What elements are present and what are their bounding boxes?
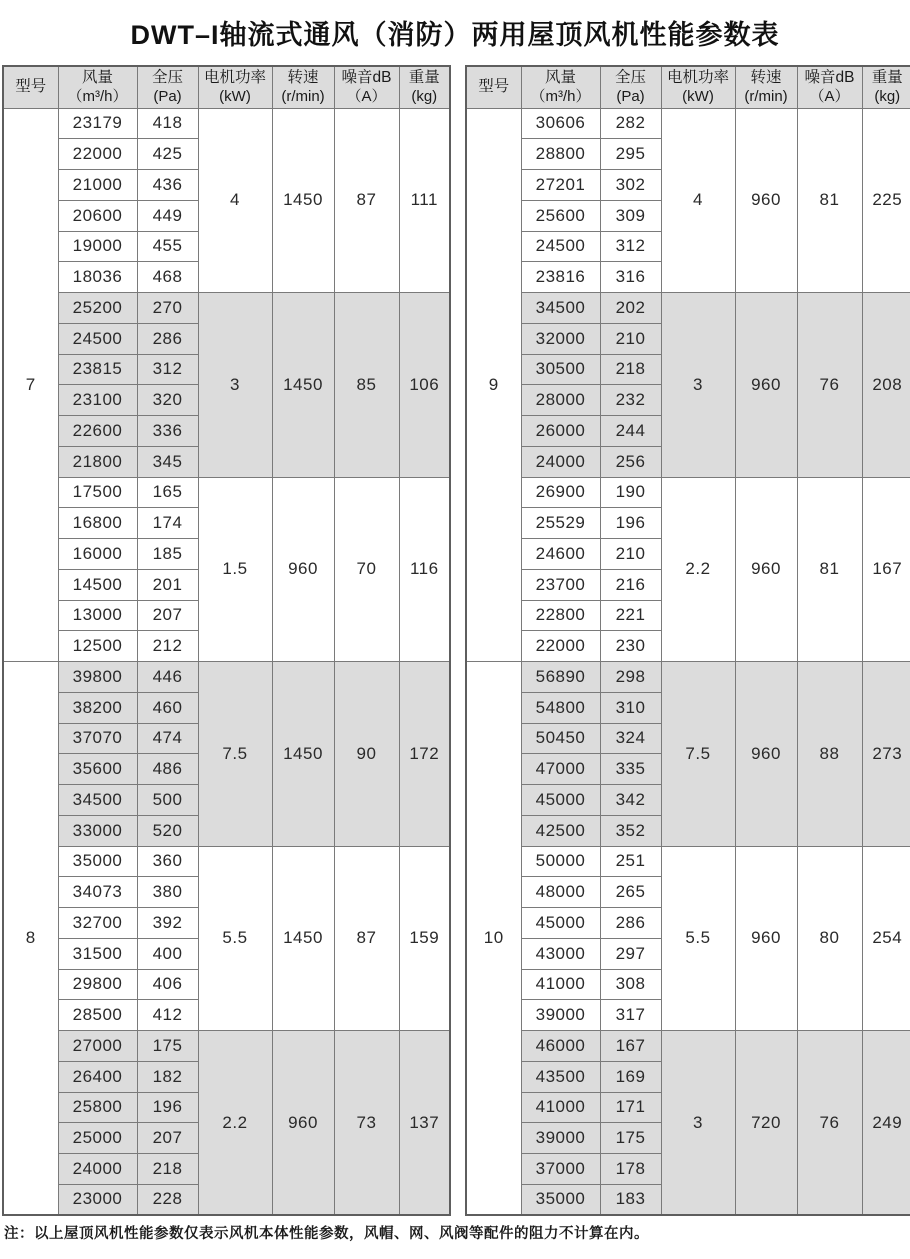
flow-cell: 35000 (521, 1184, 600, 1215)
flow-cell: 16000 (58, 539, 137, 570)
pressure-cell: 302 (600, 170, 661, 201)
flow-cell: 35600 (58, 754, 137, 785)
flow-cell: 22000 (58, 139, 137, 170)
page-title: DWT–I轴流式通风（消防）两用屋顶风机性能参数表 (130, 20, 780, 50)
column-header-label: 重量 (408, 68, 440, 86)
noise-cell: 81 (797, 477, 862, 662)
pressure-cell: 436 (137, 170, 198, 201)
weight-cell: 254 (862, 846, 910, 1031)
column-header-unit: (kW) (219, 87, 251, 105)
table-row (466, 1031, 910, 1062)
table-row (466, 108, 910, 139)
flow-cell: 29800 (58, 969, 137, 1000)
flow-cell: 43500 (521, 1061, 600, 1092)
flow-cell: 14500 (58, 569, 137, 600)
power-cell: 1.5 (198, 477, 272, 662)
pressure-cell: 167 (600, 1031, 661, 1062)
pressure-cell: 412 (137, 1000, 198, 1031)
pressure-cell: 178 (600, 1154, 661, 1185)
flow-cell: 23815 (58, 354, 137, 385)
flow-cell: 12500 (58, 631, 137, 662)
column-header-unit: (r/min) (281, 87, 325, 105)
model-cell: 10 (466, 662, 521, 1216)
column-header-label: 噪音dB (804, 68, 855, 86)
column-header-label: 噪音dB (341, 68, 392, 86)
flow-cell: 18036 (58, 262, 137, 293)
noise-cell: 73 (334, 1031, 399, 1216)
flow-cell: 27201 (521, 170, 600, 201)
pressure-cell: 336 (137, 416, 198, 447)
pressure-cell: 468 (137, 262, 198, 293)
pressure-cell: 232 (600, 385, 661, 416)
speed-cell: 960 (272, 477, 334, 662)
weight-cell: 172 (399, 662, 450, 847)
flow-cell: 23700 (521, 569, 600, 600)
flow-cell: 27000 (58, 1031, 137, 1062)
weight-cell: 106 (399, 293, 450, 478)
flow-cell: 26000 (521, 416, 600, 447)
flow-cell: 39000 (521, 1123, 600, 1154)
pressure-cell: 312 (137, 354, 198, 385)
column-header-unit: （A） (346, 87, 387, 105)
flow-cell: 28000 (521, 385, 600, 416)
pressure-cell: 317 (600, 1000, 661, 1031)
column-header (198, 66, 272, 108)
flow-cell: 42500 (521, 815, 600, 846)
flow-cell: 39000 (521, 1000, 600, 1031)
pressure-cell: 169 (600, 1061, 661, 1092)
column-header-unit: （m³/h） (67, 87, 128, 105)
flow-cell: 45000 (521, 785, 600, 816)
flow-cell: 32000 (521, 323, 600, 354)
speed-cell: 1450 (272, 108, 334, 293)
speed-cell: 1450 (272, 846, 334, 1031)
model-cell: 7 (3, 108, 58, 662)
flow-cell: 24500 (521, 231, 600, 262)
noise-cell: 90 (334, 662, 399, 847)
table-row (3, 477, 450, 508)
flow-cell: 28800 (521, 139, 600, 170)
flow-cell: 28500 (58, 1000, 137, 1031)
pressure-cell: 221 (600, 600, 661, 631)
flow-cell: 13000 (58, 600, 137, 631)
flow-cell: 45000 (521, 908, 600, 939)
pressure-cell: 182 (137, 1061, 198, 1092)
noise-cell: 88 (797, 662, 862, 847)
column-header-label: 转速 (287, 68, 319, 86)
power-cell: 2.2 (198, 1031, 272, 1216)
pressure-cell: 486 (137, 754, 198, 785)
flow-cell: 23100 (58, 385, 137, 416)
flow-cell: 24500 (58, 323, 137, 354)
spec-table-left (2, 65, 451, 1216)
flow-cell: 46000 (521, 1031, 600, 1062)
flow-cell: 23000 (58, 1184, 137, 1215)
flow-cell: 31500 (58, 938, 137, 969)
power-cell: 7.5 (661, 662, 735, 847)
column-header-label: 电机功率 (666, 68, 729, 86)
table-row (466, 662, 910, 693)
flow-cell: 26900 (521, 477, 600, 508)
speed-cell: 1450 (272, 662, 334, 847)
speed-cell: 1450 (272, 293, 334, 478)
flow-cell: 39800 (58, 662, 137, 693)
column-header-label: 转速 (750, 68, 782, 86)
pressure-cell: 216 (600, 569, 661, 600)
table-row (3, 1031, 450, 1062)
pressure-cell: 392 (137, 908, 198, 939)
noise-cell: 76 (797, 1031, 862, 1216)
pressure-cell: 171 (600, 1092, 661, 1123)
pressure-cell: 324 (600, 723, 661, 754)
noise-cell: 87 (334, 108, 399, 293)
column-header (3, 66, 58, 108)
pressure-cell: 183 (600, 1184, 661, 1215)
flow-cell: 43000 (521, 938, 600, 969)
model-cell: 8 (3, 662, 58, 1216)
flow-cell: 25800 (58, 1092, 137, 1123)
pressure-cell: 196 (137, 1092, 198, 1123)
pressure-cell: 520 (137, 815, 198, 846)
pressure-cell: 449 (137, 200, 198, 231)
flow-cell: 54800 (521, 692, 600, 723)
flow-cell: 30606 (521, 108, 600, 139)
speed-cell: 960 (735, 846, 797, 1031)
pressure-cell: 418 (137, 108, 198, 139)
flow-cell: 50000 (521, 846, 600, 877)
pressure-cell: 295 (600, 139, 661, 170)
pressure-cell: 380 (137, 877, 198, 908)
pressure-cell: 425 (137, 139, 198, 170)
column-header (600, 66, 661, 108)
pressure-cell: 207 (137, 600, 198, 631)
flow-cell: 24000 (521, 446, 600, 477)
pressure-cell: 286 (137, 323, 198, 354)
flow-cell: 25000 (58, 1123, 137, 1154)
pressure-cell: 207 (137, 1123, 198, 1154)
flow-cell: 30500 (521, 354, 600, 385)
flow-cell: 21800 (58, 446, 137, 477)
pressure-cell: 308 (600, 969, 661, 1000)
pressure-cell: 455 (137, 231, 198, 262)
power-cell: 3 (198, 293, 272, 478)
pressure-cell: 352 (600, 815, 661, 846)
flow-cell: 16800 (58, 508, 137, 539)
pressure-cell: 500 (137, 785, 198, 816)
pressure-cell: 201 (137, 569, 198, 600)
footnote: 注：以上屋顶风机性能参数仅表示风机本体性能参数，风帽、网、风阀等配件的阻力不计算在内。 (4, 1226, 649, 1242)
column-header-unit: (kg) (874, 87, 901, 105)
flow-cell: 23816 (521, 262, 600, 293)
pressure-cell: 228 (137, 1184, 198, 1215)
pressure-cell: 210 (600, 539, 661, 570)
flow-cell: 23179 (58, 108, 137, 139)
column-header-label: 风量 (81, 68, 113, 86)
flow-cell: 22800 (521, 600, 600, 631)
noise-cell: 70 (334, 477, 399, 662)
flow-cell: 24600 (521, 539, 600, 570)
speed-cell: 720 (735, 1031, 797, 1216)
pressure-cell: 251 (600, 846, 661, 877)
power-cell: 5.5 (661, 846, 735, 1031)
flow-cell: 19000 (58, 231, 137, 262)
noise-cell: 87 (334, 846, 399, 1031)
pressure-cell: 256 (600, 446, 661, 477)
flow-cell: 22600 (58, 416, 137, 447)
pressure-cell: 185 (137, 539, 198, 570)
column-header-label: 型号 (478, 77, 510, 95)
pressure-cell: 212 (137, 631, 198, 662)
column-header-unit: （A） (809, 87, 850, 105)
pressure-cell: 286 (600, 908, 661, 939)
column-header-label: 型号 (15, 77, 47, 95)
pressure-cell: 310 (600, 692, 661, 723)
pressure-cell: 316 (600, 262, 661, 293)
weight-cell: 137 (399, 1031, 450, 1216)
weight-cell: 167 (862, 477, 910, 662)
column-header-label: 全压 (151, 68, 183, 86)
pressure-cell: 196 (600, 508, 661, 539)
pressure-cell: 202 (600, 293, 661, 324)
flow-cell: 17500 (58, 477, 137, 508)
column-header (466, 66, 521, 108)
table-row (3, 846, 450, 877)
header-row (466, 66, 910, 108)
column-header-unit: (r/min) (744, 87, 788, 105)
pressure-cell: 446 (137, 662, 198, 693)
pressure-cell: 230 (600, 631, 661, 662)
column-header (735, 66, 797, 108)
flow-cell: 35000 (58, 846, 137, 877)
column-header (797, 66, 862, 108)
pressure-cell: 282 (600, 108, 661, 139)
flow-cell: 41000 (521, 969, 600, 1000)
flow-cell: 22000 (521, 631, 600, 662)
table-row (3, 108, 450, 139)
power-cell: 2.2 (661, 477, 735, 662)
pressure-cell: 298 (600, 662, 661, 693)
flow-cell: 25600 (521, 200, 600, 231)
flow-cell: 48000 (521, 877, 600, 908)
pressure-cell: 175 (137, 1031, 198, 1062)
noise-cell: 81 (797, 108, 862, 293)
column-header-unit: (Pa) (153, 87, 182, 105)
pressure-cell: 345 (137, 446, 198, 477)
pressure-cell: 210 (600, 323, 661, 354)
flow-cell: 21000 (58, 170, 137, 201)
pressure-cell: 406 (137, 969, 198, 1000)
table-row (466, 293, 910, 324)
flow-cell: 34073 (58, 877, 137, 908)
noise-cell: 80 (797, 846, 862, 1031)
column-header (272, 66, 334, 108)
power-cell: 4 (661, 108, 735, 293)
pressure-cell: 174 (137, 508, 198, 539)
pressure-cell: 309 (600, 200, 661, 231)
flow-cell: 37070 (58, 723, 137, 754)
pressure-cell: 165 (137, 477, 198, 508)
column-header-label: 重量 (871, 68, 903, 86)
speed-cell: 960 (735, 477, 797, 662)
flow-cell: 56890 (521, 662, 600, 693)
pressure-cell: 312 (600, 231, 661, 262)
speed-cell: 960 (735, 662, 797, 847)
noise-cell: 76 (797, 293, 862, 478)
spec-table-right (465, 65, 910, 1216)
flow-cell: 37000 (521, 1154, 600, 1185)
column-header-label: 全压 (614, 68, 646, 86)
speed-cell: 960 (735, 108, 797, 293)
pressure-cell: 474 (137, 723, 198, 754)
flow-cell: 47000 (521, 754, 600, 785)
column-header (521, 66, 600, 108)
flow-cell: 41000 (521, 1092, 600, 1123)
table-row (466, 477, 910, 508)
table-row (3, 662, 450, 693)
column-header (334, 66, 399, 108)
flow-cell: 26400 (58, 1061, 137, 1092)
column-header (862, 66, 910, 108)
speed-cell: 960 (272, 1031, 334, 1216)
pressure-cell: 320 (137, 385, 198, 416)
pressure-cell: 190 (600, 477, 661, 508)
column-header-unit: (kW) (682, 87, 714, 105)
flow-cell: 34500 (521, 293, 600, 324)
weight-cell: 159 (399, 846, 450, 1031)
weight-cell: 116 (399, 477, 450, 662)
flow-cell: 25200 (58, 293, 137, 324)
column-header (399, 66, 450, 108)
pressure-cell: 265 (600, 877, 661, 908)
flow-cell: 38200 (58, 692, 137, 723)
weight-cell: 111 (399, 108, 450, 293)
power-cell: 3 (661, 1031, 735, 1216)
pressure-cell: 400 (137, 938, 198, 969)
pressure-cell: 460 (137, 692, 198, 723)
header-row (3, 66, 450, 108)
column-header-unit: (kg) (411, 87, 438, 105)
flow-cell: 50450 (521, 723, 600, 754)
flow-cell: 24000 (58, 1154, 137, 1185)
flow-cell: 33000 (58, 815, 137, 846)
column-header-label: 风量 (544, 68, 576, 86)
power-cell: 4 (198, 108, 272, 293)
column-header-unit: （m³/h） (530, 87, 591, 105)
weight-cell: 249 (862, 1031, 910, 1216)
column-header (661, 66, 735, 108)
flow-cell: 32700 (58, 908, 137, 939)
column-header-label: 电机功率 (203, 68, 266, 86)
pressure-cell: 360 (137, 846, 198, 877)
column-header (58, 66, 137, 108)
column-header (137, 66, 198, 108)
tables-wrap (0, 65, 910, 1216)
power-cell: 7.5 (198, 662, 272, 847)
power-cell: 5.5 (198, 846, 272, 1031)
speed-cell: 960 (735, 293, 797, 478)
pressure-cell: 335 (600, 754, 661, 785)
noise-cell: 85 (334, 293, 399, 478)
table-row (3, 293, 450, 324)
pressure-cell: 270 (137, 293, 198, 324)
flow-cell: 20600 (58, 200, 137, 231)
weight-cell: 273 (862, 662, 910, 847)
column-header-unit: (Pa) (616, 87, 645, 105)
pressure-cell: 297 (600, 938, 661, 969)
pressure-cell: 218 (600, 354, 661, 385)
weight-cell: 208 (862, 293, 910, 478)
pressure-cell: 218 (137, 1154, 198, 1185)
table-row (466, 846, 910, 877)
flow-cell: 34500 (58, 785, 137, 816)
flow-cell: 25529 (521, 508, 600, 539)
pressure-cell: 342 (600, 785, 661, 816)
power-cell: 3 (661, 293, 735, 478)
pressure-cell: 244 (600, 416, 661, 447)
weight-cell: 225 (862, 108, 910, 293)
pressure-cell: 175 (600, 1123, 661, 1154)
model-cell: 9 (466, 108, 521, 662)
